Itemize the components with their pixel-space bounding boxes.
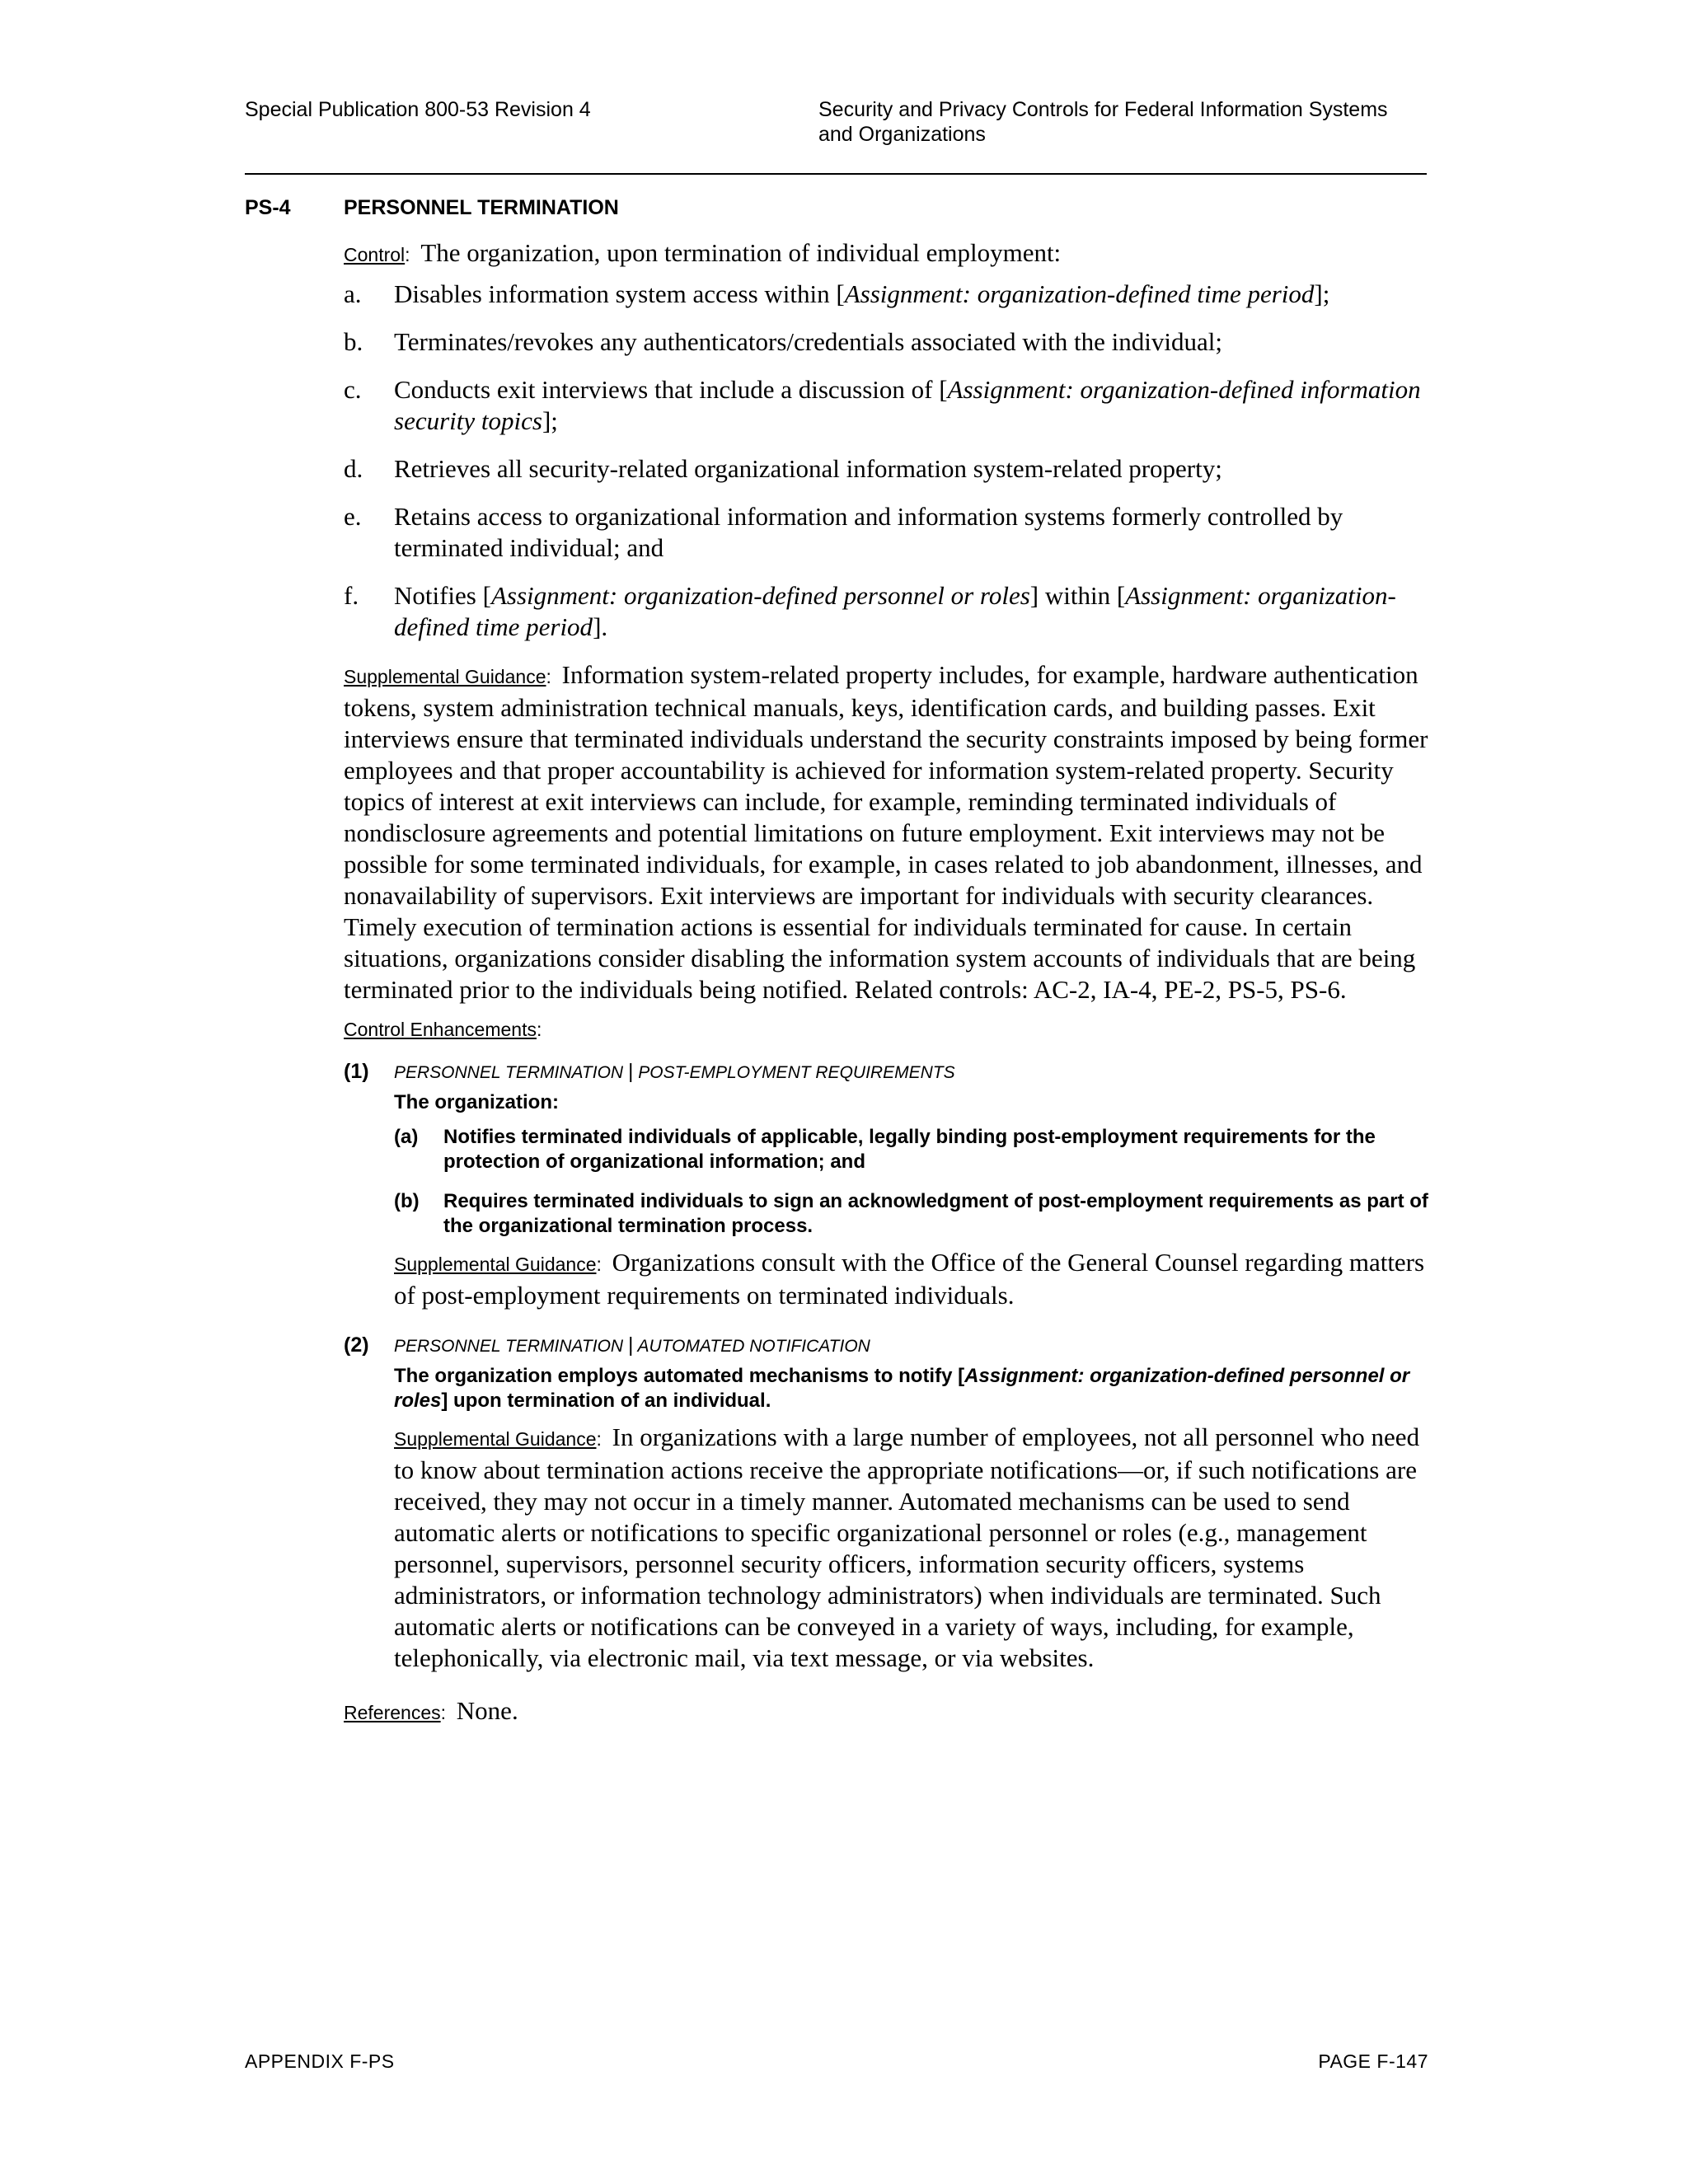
- control-intro-text: The organization, upon termination of individual employment:: [420, 238, 1062, 267]
- enhancement-title-sub: POST-EMPLOYMENT REQUIREMENTS: [638, 1063, 955, 1082]
- control-item-d: [344, 453, 1428, 485]
- item-text-post: ].: [593, 612, 608, 641]
- header-divider: [245, 173, 1427, 175]
- item-text: [394, 374, 1428, 437]
- assignment-parameter: Assignment: organization-defined information security topics: [394, 375, 1421, 435]
- item-text-pre: Notifies [: [394, 581, 491, 610]
- running-header-right-line2: and Organizations: [818, 123, 986, 146]
- enhancement-title-sub: AUTOMATED NOTIFICATION: [637, 1337, 870, 1356]
- control-item-f: [344, 580, 1428, 643]
- control-enhancement-1: [344, 1059, 1428, 1324]
- title-separator: |: [627, 1333, 634, 1357]
- title-separator: |: [627, 1060, 634, 1083]
- item-text-pre: Conducts exit interviews that include a discussion of [: [394, 375, 948, 404]
- control-item-b: [344, 326, 1428, 358]
- item-letter: b.: [344, 327, 363, 356]
- supplemental-guidance-text: Organizations consult with the Office of the General Counsel regarding matters of post-employment requirements on terminated individuals.: [394, 1248, 1425, 1310]
- label-colon: :: [405, 244, 421, 265]
- enhancement-title: [394, 1333, 1428, 1359]
- item-text-post: ];: [542, 406, 558, 435]
- label-colon: :: [596, 1254, 612, 1275]
- running-header-right: [818, 97, 1445, 147]
- control-enhancement-2: [344, 1333, 1428, 1687]
- enhancement-supplemental-guidance: [394, 1247, 1428, 1311]
- item-letter: d.: [344, 454, 363, 483]
- label-colon: :: [536, 1019, 542, 1040]
- statement-pre: The organization employs automated mechanisms to notify [: [394, 1365, 965, 1387]
- control-content: [344, 237, 1428, 1728]
- subitem-letter: (b): [394, 1190, 420, 1212]
- control-enhancements-heading: [344, 1019, 1428, 1041]
- references-label: References: [344, 1702, 441, 1723]
- statement-post: ] upon termination of an individual.: [441, 1390, 771, 1412]
- control-enhancements-label: Control Enhancements: [344, 1019, 537, 1040]
- assignment-parameter: Assignment: organization-defined time period: [394, 581, 1396, 641]
- enhancement-title-main: PERSONNEL TERMINATION: [394, 1337, 624, 1356]
- assignment-parameter: Assignment: organization-defined personnel or roles: [490, 581, 1030, 610]
- item-text: Retrieves all security-related organizational information system-related property;: [394, 454, 1222, 483]
- control-item-c: [344, 374, 1428, 437]
- item-letter: c.: [344, 375, 362, 404]
- item-text: [394, 580, 1428, 643]
- control-title: PERSONNEL TERMINATION: [344, 196, 619, 219]
- footer-page-number: PAGE F-147: [1318, 2050, 1428, 2072]
- assignment-parameter: Assignment: organization-defined personnel or roles: [394, 1365, 1410, 1412]
- item-text-post: ];: [1314, 279, 1330, 308]
- item-text: Retains access to organizational information and information systems formerly controlled by terminated individual; and: [394, 502, 1343, 562]
- item-text-pre: Disables information system access within [: [394, 279, 845, 308]
- subitem-text: Requires terminated individuals to sign an acknowledgment of post-employment requirements as part of the organizational termination process.: [443, 1190, 1428, 1237]
- label-colon: :: [546, 666, 562, 687]
- supplemental-guidance-text: In organizations with a large number of employees, not all personnel who need to know about termination actions receive the appropriate notifications—or, if such notifications are received, they may not occur in a timely manner. Automated mechanisms can be used to send automatic alerts or notifications to specific organizational personnel or roles (e.g., management personnel, supervisors, personnel security officers, information security officers, systems administrators, or information technology administrators) when individuals are terminated. Such automatic alerts or notifications can be conveyed in a variety of ways, including, for example, telephonically, via electronic mail, via text message, or via websites.: [394, 1422, 1420, 1672]
- item-text: [394, 279, 1428, 310]
- subitem-letter: (a): [394, 1126, 419, 1148]
- control-item-e: [344, 501, 1428, 564]
- running-header-left: Special Publication 800-53 Revision 4: [245, 98, 591, 121]
- supplemental-guidance-text: Information system-related property includes, for example, hardware authentication tokens, system administration technical manuals, keys, identification cards, and building passes. Exit interviews ensure that terminated individuals understand the security constraints imposed by being former employees and that proper accountability is achieved for information system-related property. Security topics of interest at exit interviews can include, for example, reminding terminated individuals of nondisclosure agreements and potential limitations on future employment. Exit interviews may not be possible for some terminated individuals, for example, in cases related to job abandonment, illnesses, and nonavailability of supervisors. Exit interviews are important for individuals with security clearances. Timely execution of termination actions is essential for individuals terminated for cause. In certain situations, organizations consider disabling the information system accounts of individuals that are being terminated prior to the individuals being notified. Related controls: AC-2, IA-4, PE-2, PS-5, PS-6.: [344, 660, 1428, 1004]
- enhancement-statement: The organization:: [394, 1091, 559, 1113]
- enhancement-body: [394, 1059, 1428, 1324]
- footer-appendix: APPENDIX F-PS: [245, 2050, 395, 2072]
- item-letter: f.: [344, 581, 359, 610]
- control-statement: [344, 237, 1428, 269]
- enhancement-number: (2): [344, 1333, 369, 1357]
- control-label: Control: [344, 244, 406, 265]
- enhancement-statement: [394, 1364, 1428, 1413]
- enhancement-subitem-a: [394, 1125, 1428, 1174]
- supplemental-guidance-label: Supplemental Guidance: [344, 666, 546, 687]
- enhancement-supplemental-guidance: [394, 1422, 1428, 1674]
- enhancement-title: [394, 1059, 1428, 1085]
- enhancement-subitem-b: [394, 1189, 1428, 1239]
- item-letter: e.: [344, 502, 362, 531]
- subitem-text: Notifies terminated individuals of applicable, legally binding post-employment requirements for the protection of organizational information; and: [443, 1126, 1376, 1173]
- label-colon: :: [596, 1428, 612, 1450]
- running-header-right-line1: Security and Privacy Controls for Federal Information Systems: [818, 98, 1388, 121]
- references: [344, 1695, 1428, 1728]
- assignment-parameter: Assignment: organization-defined time period: [844, 279, 1315, 308]
- supplemental-guidance: [344, 659, 1428, 1005]
- label-colon: :: [440, 1702, 457, 1723]
- item-text-mid: ] within [: [1029, 581, 1126, 610]
- supplemental-guidance-label: Supplemental Guidance: [394, 1428, 597, 1450]
- references-text: None.: [456, 1696, 518, 1725]
- control-id: PS-4: [245, 196, 291, 219]
- enhancement-title-main: PERSONNEL TERMINATION: [394, 1063, 624, 1082]
- item-letter: a.: [344, 279, 362, 308]
- item-text: Terminates/revokes any authenticators/credentials associated with the individual;: [394, 327, 1223, 356]
- supplemental-guidance-label: Supplemental Guidance: [394, 1254, 597, 1275]
- enhancement-body: [394, 1333, 1428, 1687]
- enhancement-number: (1): [344, 1060, 369, 1083]
- control-item-a: [344, 279, 1428, 310]
